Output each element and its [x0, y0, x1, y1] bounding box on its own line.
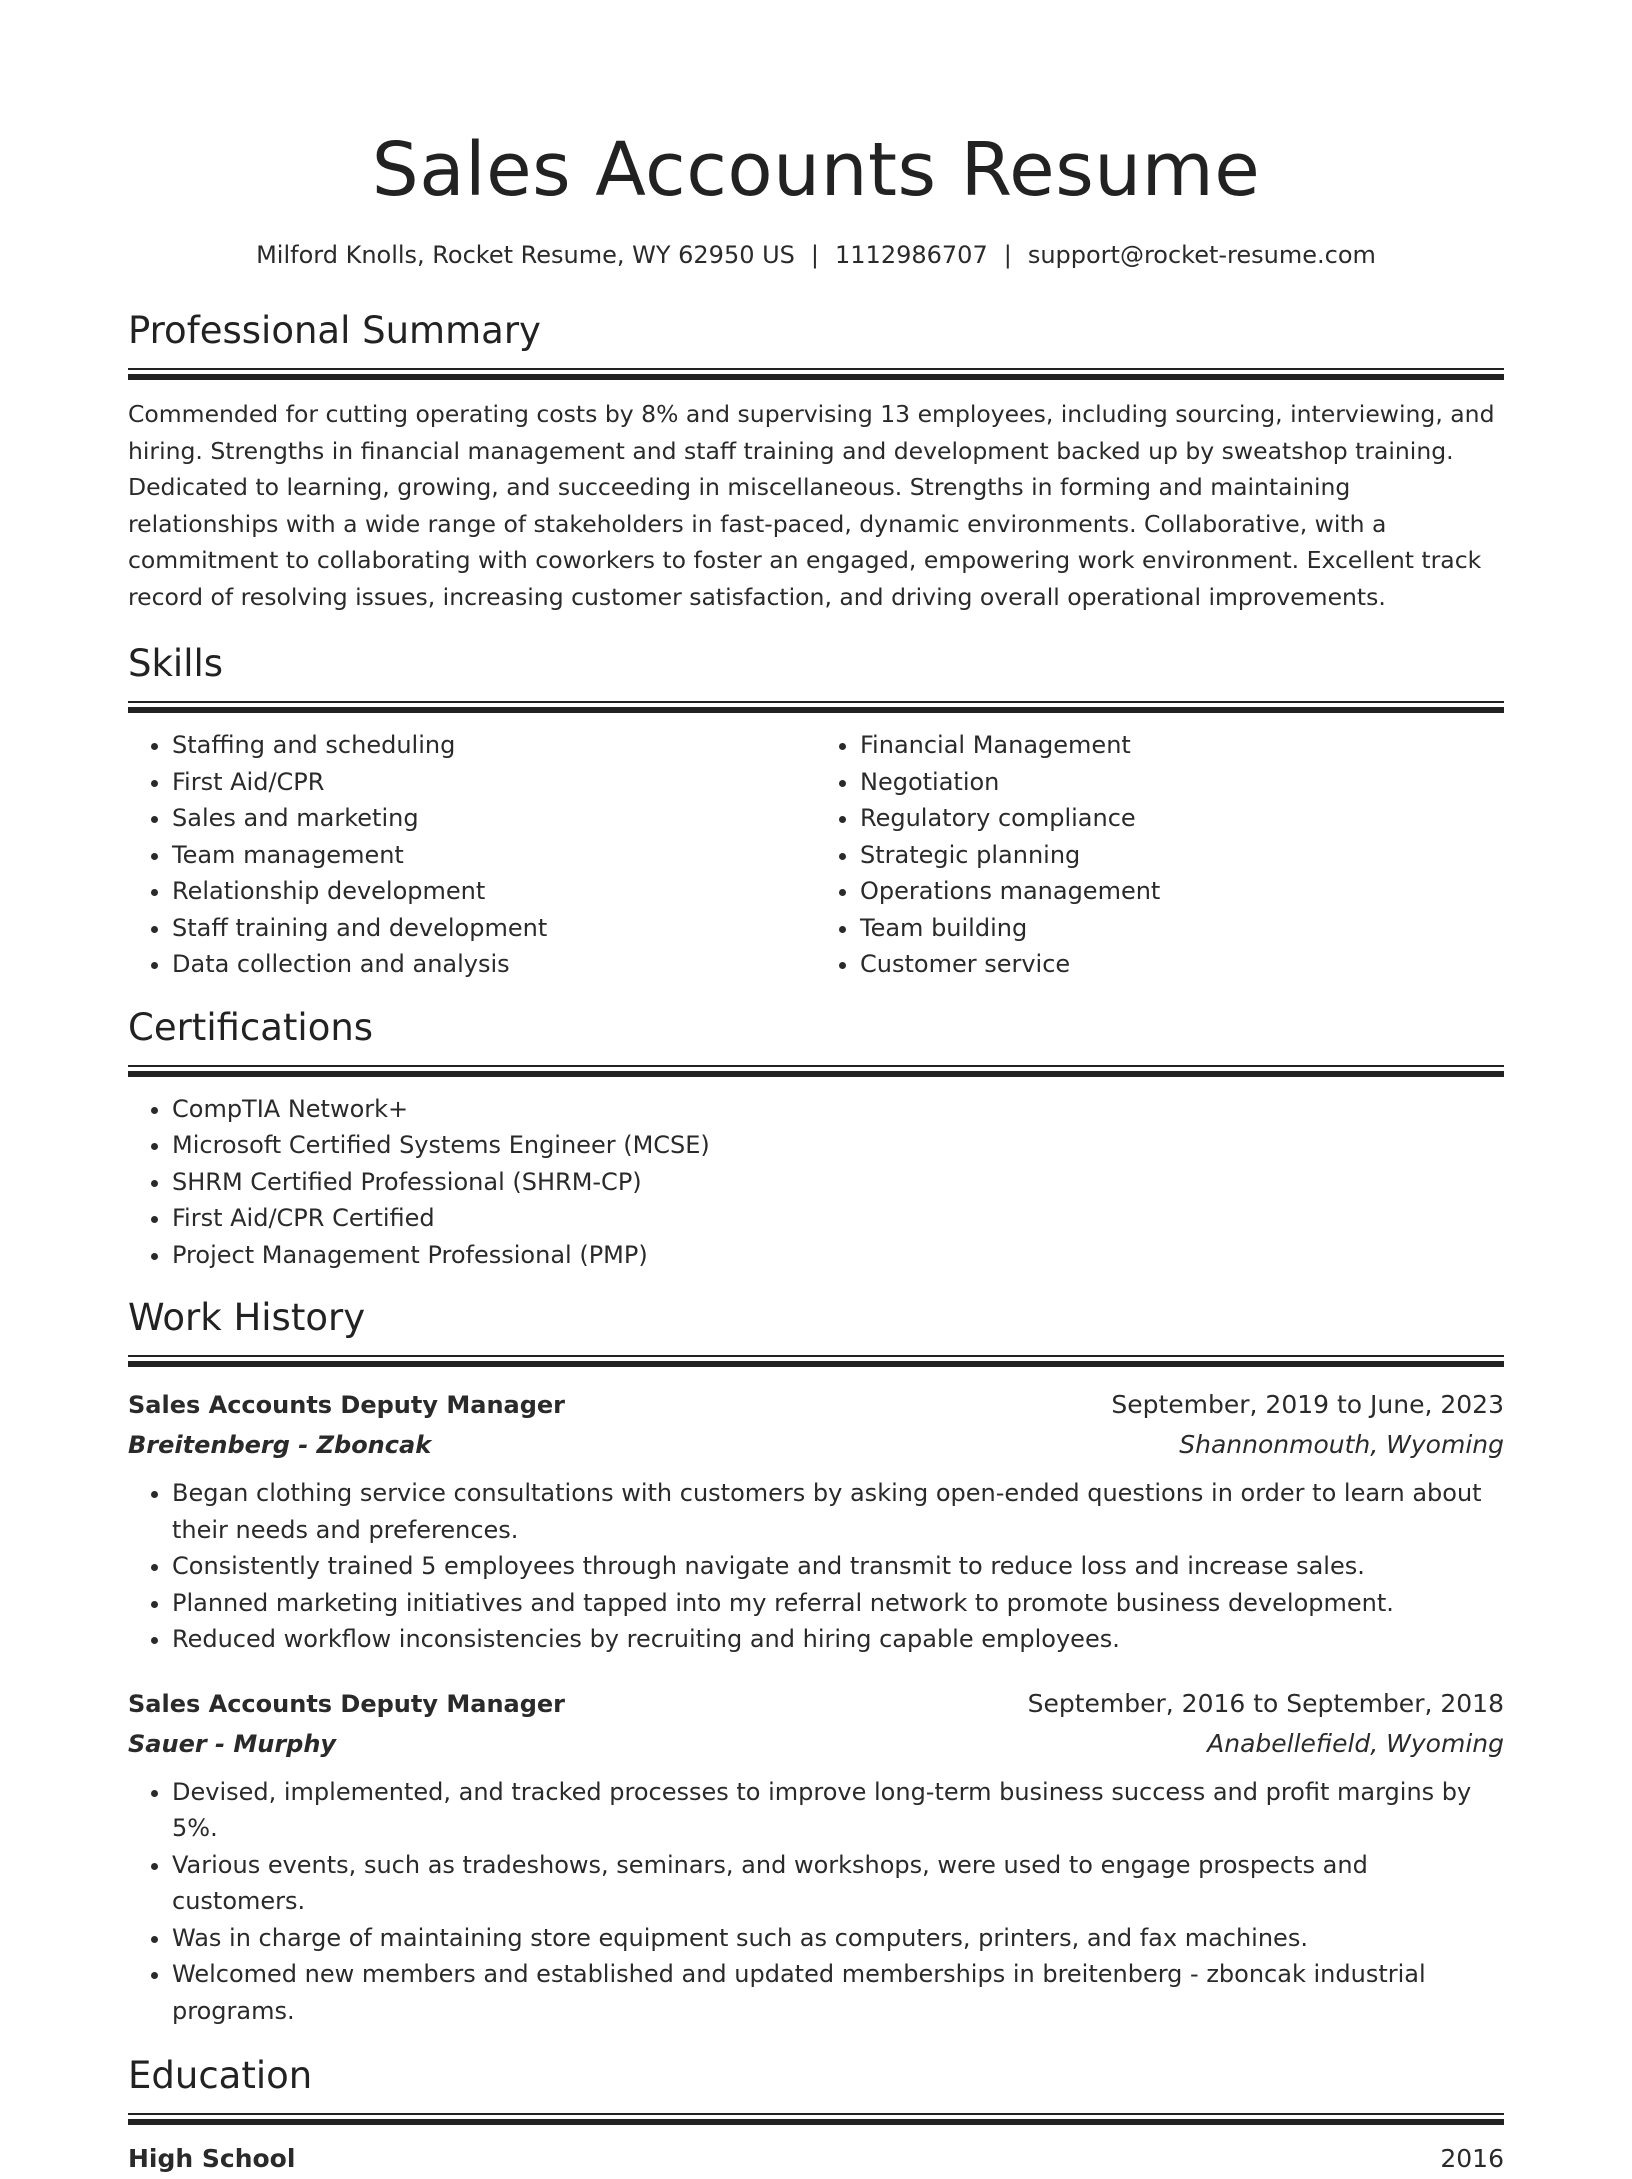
education-degree: High School [128, 2144, 296, 2173]
skill-item: • Sales and marketing [172, 800, 816, 837]
skills-columns [128, 727, 1504, 983]
skill-item: • Staffing and scheduling [172, 727, 816, 764]
job-header-row [128, 1684, 1504, 1724]
job-bullet: • Planned marketing initiatives and tapped into my referral network to promote business development. [172, 1585, 1504, 1622]
skill-item: • Team management [172, 837, 816, 874]
contact-address: Milford Knolls, Rocket Resume, WY 62950 US [256, 241, 795, 269]
section-title-certifications: Certifications [128, 1005, 374, 1049]
job-title: Sales Accounts Deputy Manager [128, 1689, 566, 1718]
section-title-summary: Professional Summary [128, 309, 541, 352]
education-entry [128, 2139, 1504, 2179]
skill-item: • Operations management [860, 873, 1504, 910]
certification-item: • Microsoft Certified Systems Engineer (MCSE) [172, 1127, 1504, 1164]
section-divider [128, 701, 1504, 713]
job-company: Breitenberg - Zboncak [128, 1431, 432, 1459]
education-section [128, 2051, 1504, 2179]
job-bullet: • Was in charge of maintaining store equipment such as computers, printers, and fax machines. [172, 1920, 1504, 1957]
job-bullet: • Consistently trained 5 employees through navigate and transmit to reduce loss and increase sales. [172, 1548, 1504, 1585]
job-dates: September, 2019 to June, 2023 [1111, 1390, 1504, 1419]
job-location: Anabellefield, Wyoming [1207, 1728, 1504, 1758]
job-title: Sales Accounts Deputy Manager [128, 1391, 566, 1419]
job-entry [128, 1684, 1504, 2030]
resume-page [128, 0, 1504, 2179]
work-history-section [128, 1293, 1504, 2029]
job-bullets [128, 1774, 1504, 2030]
certifications-list [128, 1091, 1504, 1274]
contact-separator: | [1003, 241, 1012, 269]
skills-list-right [816, 727, 1504, 983]
job-dates: September, 2016 to September, 2018 [1027, 1688, 1504, 1718]
job-bullets [128, 1475, 1504, 1658]
job-bullet: • Various events, such as tradeshows, seminars, and workshops, were used to engage prospects and customers. [172, 1847, 1504, 1920]
job-company: Sauer - Murphy [128, 1729, 337, 1758]
skill-item: • Regulatory compliance [860, 800, 1504, 837]
skill-item: • Relationship development [172, 873, 816, 910]
section-divider [128, 368, 1504, 380]
summary-text: Commended for cutting operating costs by 8% and supervising 13 employees, including sourcing, interviewing, and hiring. Strengths in financial management and staff training and development backed up by sweatshop training. Dedicated to learning, growing, and succeeding in miscellaneous. Strengths in forming and maintaining relationships with a wide range of stakeholders in fast-paced, dynamic environments. Collaborative, with a commitment to collaborating with coworkers to foster an engaged, empowering work environment. Excellent track record of resolving issues, increasing customer satisfaction, and driving overall operational improvements. [128, 400, 1495, 611]
skills-column-left [128, 727, 816, 983]
section-divider [128, 1065, 1504, 1077]
skill-item: • Customer service [860, 946, 1504, 983]
skills-section [128, 639, 1504, 983]
certification-item: • First Aid/CPR Certified [172, 1200, 1504, 1237]
job-bullet: • Began clothing service consultations with customers by asking open-ended questions in order to learn about their needs and preferences. [172, 1475, 1504, 1548]
job-bullet: • Devised, implemented, and tracked processes to improve long-term business success and profit margins by 5%. [172, 1774, 1504, 1847]
job-company-row [128, 1425, 1504, 1465]
skill-item: • Staff training and development [172, 910, 816, 947]
summary-section [128, 306, 1504, 615]
resume-title: Sales Accounts Resume [371, 127, 1261, 213]
skill-item: • Strategic planning [860, 837, 1504, 874]
skill-item: • First Aid/CPR [172, 764, 816, 801]
job-bullet: • Welcomed new members and established and updated memberships in breitenberg - zboncak industrial programs. [172, 1956, 1504, 2029]
contact-email: support@rocket-resume.com [1027, 241, 1376, 269]
job-location: Shannonmouth, Wyoming [1179, 1430, 1504, 1459]
contact-line [128, 238, 1504, 272]
job-bullet: • Reduced workflow inconsistencies by recruiting and hiring capable employees. [172, 1621, 1504, 1658]
job-entry [128, 1385, 1504, 1658]
certifications-section [128, 1003, 1504, 1274]
contact-phone: 1112986707 [835, 241, 988, 269]
section-title-work-history: Work History [128, 1296, 366, 1339]
section-divider [128, 2113, 1504, 2125]
certification-item: • Project Management Professional (PMP) [172, 1237, 1504, 1274]
skill-item: • Negotiation [860, 764, 1504, 801]
job-company-row [128, 1724, 1504, 1764]
section-title-skills: Skills [128, 642, 224, 685]
job-header-row [128, 1385, 1504, 1425]
contact-separator: | [810, 241, 820, 269]
skill-item: • Team building [860, 910, 1504, 947]
skills-list-left [128, 727, 816, 983]
section-title-education: Education [128, 2054, 313, 2097]
section-divider [128, 1355, 1504, 1367]
certification-item: • SHRM Certified Professional (SHRM-CP) [172, 1164, 1504, 1201]
education-year: 2016 [1440, 2144, 1504, 2173]
skill-item: • Financial Management [860, 727, 1504, 764]
certification-item: • CompTIA Network+ [172, 1091, 1504, 1128]
skill-item: • Data collection and analysis [172, 946, 816, 983]
skills-column-right [816, 727, 1504, 983]
